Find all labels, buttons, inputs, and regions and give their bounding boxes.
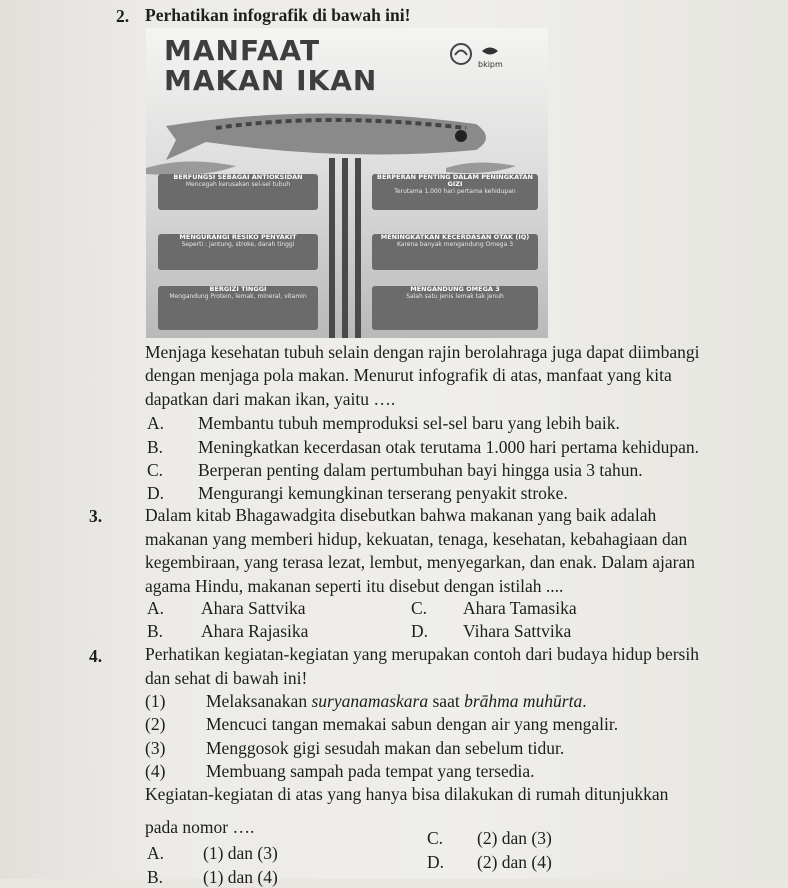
- question-2-number: 2.: [116, 6, 130, 26]
- q4-option-c-letter: C.: [427, 828, 444, 848]
- infographic-stem-right: [355, 158, 361, 338]
- q3-option-a-text[interactable]: Ahara Sattvika: [201, 598, 306, 618]
- infographic-title-line1: MANFAAT: [164, 34, 321, 67]
- q4-option-d-text[interactable]: (2) dan (4): [477, 852, 552, 872]
- question-3-stem-line-4: agama Hindu, makanan seperti itu disebut dengan istilah ....: [145, 576, 564, 596]
- q3-option-a-letter: A.: [147, 598, 165, 618]
- logo-text: bkipm: [478, 60, 503, 69]
- infographic-panel-5: [158, 286, 318, 330]
- question-2-stem-line-2: dengan menjaga pola makan. Menurut infografik di atas, manfaat yang kita: [145, 365, 672, 385]
- q3-option-b-letter: B.: [147, 621, 164, 641]
- panel-4-sub: Karena banyak mengandung Omega 3: [396, 241, 514, 248]
- question-2-prompt: Perhatikan infografik di bawah ini!: [145, 5, 411, 25]
- q2-option-a-text[interactable]: Membantu tubuh memproduksi sel-sel baru yang lebih baik.: [198, 413, 620, 433]
- q2-option-b-text[interactable]: Meningkatkan kecerdasan otak terutama 1.000 hari pertama kehidupan.: [198, 437, 699, 457]
- q4-option-c-text[interactable]: (2) dan (3): [477, 828, 552, 848]
- panel-2-sub: Terutama 1.000 hari pertama kehidupan: [394, 188, 516, 195]
- q4-item-1-italic-2: brāhma muhūrta: [464, 691, 583, 711]
- infographic: [146, 28, 548, 338]
- panel-5-heading: BERGIZI TINGGI: [209, 285, 267, 293]
- q4-option-b-text[interactable]: (1) dan (4): [203, 867, 278, 887]
- q4-item-2-text: Mencuci tangan memakai sabun dengan air yang mengalir.: [206, 714, 619, 734]
- question-3-number: 3.: [89, 506, 103, 526]
- infographic-stem-left: [329, 158, 335, 338]
- infographic-panel-4: [372, 234, 538, 270]
- question-4-number: 4.: [89, 646, 103, 666]
- panel-6-sub: Salah satu jenis lemak tak jenuh: [406, 293, 504, 300]
- q4-item-1-text-mid: saat: [428, 691, 465, 711]
- q2-option-b-letter: B.: [147, 437, 164, 457]
- q2-option-d-text[interactable]: Mengurangi kemungkinan terserang penyakit stroke.: [198, 483, 568, 503]
- q2-option-a-letter: A.: [147, 413, 165, 433]
- infographic-panel-1: [158, 174, 318, 210]
- question-4-stem-line-1: Perhatikan kegiatan-kegiatan yang merupakan contoh dari budaya hidup bersih: [145, 644, 699, 664]
- question-4-followup-line-2: pada nomor ….: [145, 817, 255, 837]
- q4-item-1-text: [206, 690, 587, 712]
- q4-item-1-text-before: Melaksanakan: [206, 691, 312, 711]
- infographic-panel-6: [372, 286, 538, 330]
- q2-option-d-letter: D.: [147, 483, 165, 503]
- panel-1-heading: BERFUNGSI SEBAGAI ANTIOKSIDAN: [173, 173, 303, 181]
- q3-option-d-letter: D.: [411, 621, 429, 641]
- q4-item-2-number: (2): [145, 714, 166, 734]
- q2-option-c-text[interactable]: Berperan penting dalam pertumbuhan bayi hingga usia 3 tahun.: [198, 460, 643, 480]
- q4-item-1-number: (1): [145, 691, 166, 711]
- question-2-stem-line-1: Menjaga kesehatan tubuh selain dengan rajin berolahraga juga dapat diimbangi: [145, 342, 700, 362]
- q4-item-4-text: Membuang sampah pada tempat yang tersedia.: [206, 761, 535, 781]
- q4-item-3-number: (3): [145, 738, 166, 758]
- q4-option-a-letter: A.: [147, 843, 165, 863]
- question-4-followup-line-1: Kegiatan-kegiatan di atas yang hanya bisa dilakukan di rumah ditunjukkan: [145, 784, 669, 804]
- infographic-stem-center: [342, 158, 348, 338]
- question-2-stem-line-3: dapatkan dari makan ikan, yaitu ….: [145, 389, 396, 409]
- q3-option-d-text[interactable]: Vihara Sattvika: [463, 621, 572, 641]
- q3-option-c-letter: C.: [411, 598, 428, 618]
- bkipm-logo-icon: [449, 42, 477, 66]
- q4-item-1-text-after: .: [582, 691, 587, 711]
- q3-option-b-text[interactable]: Ahara Rajasika: [201, 621, 309, 641]
- panel-5-sub: Mengandung Protein, lemak, mineral, vitamin: [169, 293, 307, 300]
- q4-option-d-letter: D.: [427, 852, 445, 872]
- q4-item-1-italic: suryanamaskara: [311, 691, 429, 711]
- question-3-stem-line-1: Dalam kitab Bhagawadgita disebutkan bahwa makanan yang baik adalah: [145, 505, 657, 525]
- q4-option-a-text[interactable]: (1) dan (3): [203, 843, 278, 863]
- panel-3-sub: Seperti : jantung, stroke, darah tinggi: [181, 241, 295, 248]
- infographic-panel-2: [372, 174, 538, 210]
- question-4-stem-line-2: dan sehat di bawah ini!: [145, 668, 308, 688]
- panel-4-heading: MENINGKATKAN KECERDASAN OTAK (IQ): [380, 233, 530, 241]
- panel-1-sub: Mencegah kerusakan sel-sel tubuh: [185, 181, 291, 188]
- q3-option-c-text[interactable]: Ahara Tamasika: [463, 598, 577, 618]
- panel-3-heading: MENGURANGI RESIKO PENYAKIT: [179, 233, 297, 241]
- question-3-stem-line-2: makanan yang memberi hidup, kekuatan, tenaga, kesehatan, kebahagiaan dan: [145, 529, 688, 549]
- q4-item-3-text: Menggosok gigi sesudah makan dan sebelum tidur.: [206, 738, 565, 758]
- question-3-stem-line-3: kegembiraan, yang terasa lezat, lembut, menyegarkan, dan enak. Dalam ajaran: [145, 552, 696, 572]
- q4-item-4-number: (4): [145, 761, 166, 781]
- infographic-title-line2: MAKAN IKAN: [164, 64, 378, 97]
- q4-option-b-letter: B.: [147, 867, 164, 887]
- panel-2-heading: BERPERAN PENTING DALAM PENINGKATAN GIZI: [376, 173, 533, 188]
- panel-6-heading: MENGANDUNG OMEGA 3: [410, 285, 500, 293]
- infographic-panel-3: [158, 234, 318, 270]
- q2-option-c-letter: C.: [147, 460, 164, 480]
- fish-logo-icon: [480, 44, 500, 58]
